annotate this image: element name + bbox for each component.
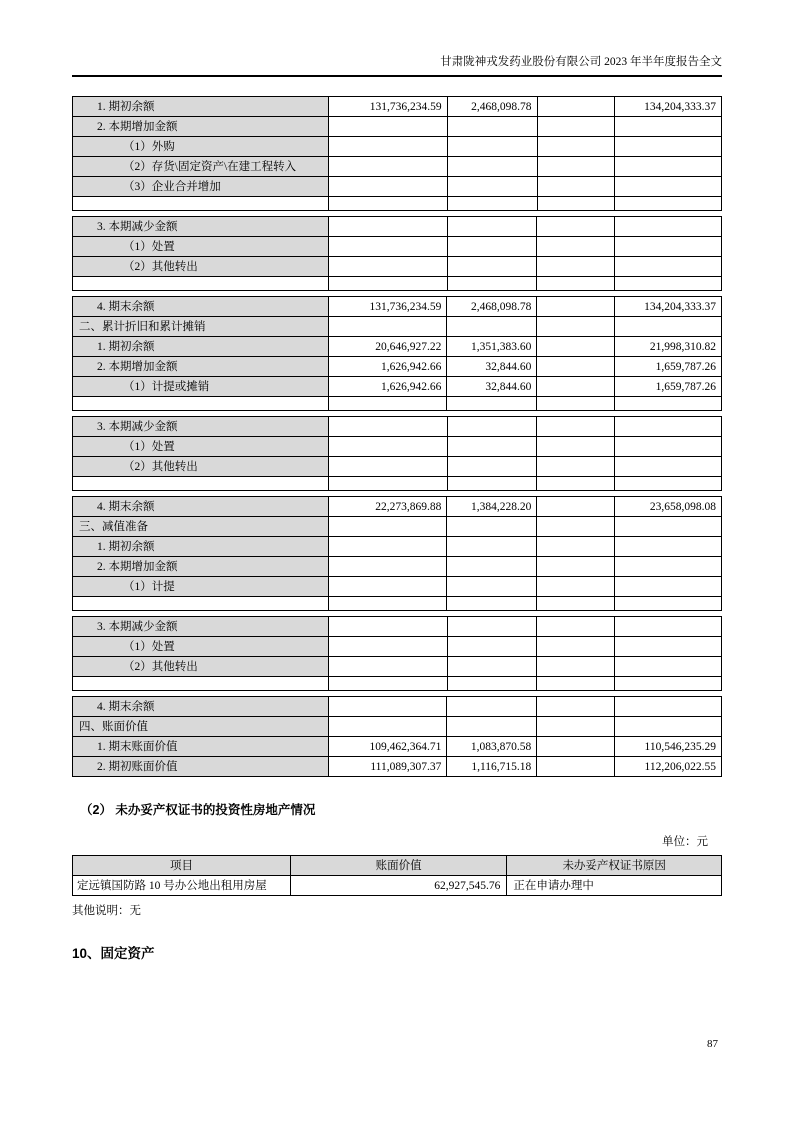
row-label: 4. 期末余额 xyxy=(73,697,329,717)
cell-value xyxy=(537,737,615,757)
column-header: 账面价值 xyxy=(290,856,506,876)
cell-value xyxy=(328,137,447,157)
table-row xyxy=(73,217,722,237)
cell-value xyxy=(328,617,447,637)
cell-value xyxy=(447,537,537,557)
table-row xyxy=(73,537,722,557)
cell-value xyxy=(447,457,537,477)
cell-value xyxy=(447,417,537,437)
empty-cell xyxy=(615,677,722,691)
cell-value: 112,206,022.55 xyxy=(615,757,722,777)
page-content xyxy=(72,0,722,963)
cell-value xyxy=(537,577,615,597)
table-row xyxy=(73,317,722,337)
cell-value xyxy=(615,557,722,577)
row-label: 四、账面价值 xyxy=(73,717,329,737)
empty-cell xyxy=(73,277,329,291)
empty-cell xyxy=(328,277,447,291)
table-row xyxy=(73,697,722,717)
row-label: 2. 本期增加金额 xyxy=(73,357,329,377)
investment-table xyxy=(72,855,722,896)
investment-property-heading: （2） 未办妥产权证书的投资性房地产情况 xyxy=(80,803,316,817)
cell-value xyxy=(537,617,615,637)
table-row xyxy=(73,437,722,457)
cell-value xyxy=(447,137,537,157)
cell-value xyxy=(537,217,615,237)
empty-cell xyxy=(447,677,537,691)
table-row xyxy=(73,657,722,677)
cell-value xyxy=(537,457,615,477)
cell-value xyxy=(537,657,615,677)
movement-table-group xyxy=(72,216,722,291)
cell-value: 131,736,234.59 xyxy=(328,297,447,317)
row-label: （2）其他转出 xyxy=(73,257,329,277)
cell-value: 134,204,333.37 xyxy=(615,297,722,317)
cell-value xyxy=(328,317,447,337)
cell-value xyxy=(328,417,447,437)
row-label: （3）企业合并增加 xyxy=(73,177,329,197)
cell-value xyxy=(447,237,537,257)
cell-value xyxy=(537,97,615,117)
cell-value xyxy=(537,537,615,557)
table-row xyxy=(73,876,722,896)
table-row xyxy=(73,617,722,637)
row-label: （1）处置 xyxy=(73,637,329,657)
table-row xyxy=(73,157,722,177)
cell-value xyxy=(537,317,615,337)
cell-value xyxy=(447,617,537,637)
table-row xyxy=(73,237,722,257)
cell-value xyxy=(447,177,537,197)
cell-value xyxy=(537,497,615,517)
cell-value xyxy=(328,697,447,717)
table-row xyxy=(73,737,722,757)
row-label: 1. 期初余额 xyxy=(73,537,329,557)
spacer-row xyxy=(73,597,722,611)
cell-value xyxy=(537,517,615,537)
row-label: 1. 期末账面价值 xyxy=(73,737,329,757)
cell-value: 1,384,228.20 xyxy=(447,497,537,517)
cell-value xyxy=(447,317,537,337)
row-label: （1）计提或摊销 xyxy=(73,377,329,397)
empty-cell xyxy=(73,197,329,211)
cell-value: 32,844.60 xyxy=(447,377,537,397)
cell-value xyxy=(537,157,615,177)
cell-value xyxy=(615,117,722,137)
row-label: （2）其他转出 xyxy=(73,457,329,477)
movement-table-group xyxy=(72,696,722,777)
cell-value xyxy=(615,137,722,157)
cell-value xyxy=(328,557,447,577)
table-row xyxy=(73,637,722,657)
empty-cell xyxy=(537,677,615,691)
cell-value xyxy=(615,617,722,637)
row-label: （1）计提 xyxy=(73,577,329,597)
movement-table-group xyxy=(72,496,722,611)
cell-value xyxy=(615,177,722,197)
cell-value xyxy=(447,437,537,457)
empty-cell xyxy=(328,677,447,691)
column-header: 未办妥产权证书原因 xyxy=(507,856,722,876)
header-rule xyxy=(72,75,722,77)
cell-value xyxy=(537,337,615,357)
cell-value xyxy=(537,697,615,717)
table-row xyxy=(73,417,722,437)
cell-value xyxy=(447,657,537,677)
empty-cell xyxy=(615,197,722,211)
row-label: 2. 本期增加金额 xyxy=(73,557,329,577)
cell-value xyxy=(328,537,447,557)
table-row xyxy=(73,457,722,477)
cell-value xyxy=(537,257,615,277)
cell-value xyxy=(447,117,537,137)
row-label: （2）存货\固定资产\在建工程转入 xyxy=(73,157,329,177)
movement-table-group xyxy=(72,616,722,691)
spacer-row xyxy=(73,197,722,211)
cell-value xyxy=(615,637,722,657)
cell-value xyxy=(537,237,615,257)
cell-value xyxy=(537,297,615,317)
cell-value xyxy=(615,697,722,717)
spacer-row xyxy=(73,677,722,691)
empty-cell xyxy=(537,477,615,491)
empty-cell xyxy=(615,397,722,411)
row-label: 3. 本期减少金额 xyxy=(73,217,329,237)
table-row xyxy=(73,377,722,397)
cell-value: 1,626,942.66 xyxy=(328,377,447,397)
cell-value: 131,736,234.59 xyxy=(328,97,447,117)
spacer-row xyxy=(73,477,722,491)
cell-value xyxy=(615,217,722,237)
cell-value: 20,646,927.22 xyxy=(328,337,447,357)
cell-value xyxy=(447,717,537,737)
table-row xyxy=(73,117,722,137)
cell-value xyxy=(328,657,447,677)
cell-value xyxy=(615,657,722,677)
empty-cell xyxy=(537,597,615,611)
fixed-assets-heading: 10、固定资产 xyxy=(72,946,155,961)
empty-cell xyxy=(615,597,722,611)
other-note: 其他说明：无 xyxy=(72,905,141,917)
table-row xyxy=(73,717,722,737)
cell-value xyxy=(447,517,537,537)
cell-value xyxy=(328,457,447,477)
table-row xyxy=(73,337,722,357)
cell-value xyxy=(537,757,615,777)
cell-value: 23,658,098.08 xyxy=(615,497,722,517)
row-label: 三、减值准备 xyxy=(73,517,329,537)
empty-cell xyxy=(328,597,447,611)
empty-cell xyxy=(73,477,329,491)
unit-label: 单位：元 xyxy=(662,836,708,848)
cell-value xyxy=(328,717,447,737)
cell-value xyxy=(615,517,722,537)
cell-value xyxy=(328,157,447,177)
cell-value xyxy=(328,237,447,257)
cell-value xyxy=(537,177,615,197)
cell-value xyxy=(615,237,722,257)
row-label: （1）处置 xyxy=(73,437,329,457)
cell-value: 1,626,942.66 xyxy=(328,357,447,377)
cell-value: 定远镇国防路 10 号办公地出租用房屋 xyxy=(73,876,291,896)
empty-cell xyxy=(447,397,537,411)
cell-value xyxy=(615,257,722,277)
cell-value xyxy=(537,557,615,577)
cell-value xyxy=(447,697,537,717)
empty-cell xyxy=(328,397,447,411)
empty-cell xyxy=(73,677,329,691)
cell-value xyxy=(537,357,615,377)
cell-value xyxy=(615,317,722,337)
cell-value xyxy=(537,717,615,737)
empty-cell xyxy=(537,197,615,211)
cell-value: 62,927,545.76 xyxy=(290,876,506,896)
cell-value: 134,204,333.37 xyxy=(615,97,722,117)
cell-value: 1,659,787.26 xyxy=(615,357,722,377)
cell-value: 2,468,098.78 xyxy=(447,297,537,317)
empty-cell xyxy=(537,277,615,291)
cell-value xyxy=(328,437,447,457)
row-label: （2）其他转出 xyxy=(73,657,329,677)
empty-cell xyxy=(447,277,537,291)
cell-value xyxy=(537,637,615,657)
cell-value xyxy=(615,457,722,477)
cell-value xyxy=(615,157,722,177)
table-row xyxy=(73,497,722,517)
row-label: 4. 期末余额 xyxy=(73,497,329,517)
row-label: 2. 本期增加金额 xyxy=(73,117,329,137)
cell-value xyxy=(328,517,447,537)
empty-cell xyxy=(615,277,722,291)
cell-value: 1,659,787.26 xyxy=(615,377,722,397)
cell-value xyxy=(447,257,537,277)
column-header: 项目 xyxy=(73,856,291,876)
table-row xyxy=(73,257,722,277)
cell-value xyxy=(537,417,615,437)
cell-value xyxy=(447,217,537,237)
cell-value xyxy=(537,437,615,457)
cell-value: 32,844.60 xyxy=(447,357,537,377)
page-header-title: 甘肃陇神戎发药业股份有限公司 2023 年半年度报告全文 xyxy=(440,56,722,68)
cell-value xyxy=(615,537,722,557)
cell-value xyxy=(537,377,615,397)
spacer-row xyxy=(73,397,722,411)
cell-value: 109,462,364.71 xyxy=(328,737,447,757)
cell-value xyxy=(447,637,537,657)
movement-table-group xyxy=(72,416,722,491)
cell-value: 1,083,870.58 xyxy=(447,737,537,757)
row-label: 3. 本期减少金额 xyxy=(73,417,329,437)
cell-value xyxy=(537,117,615,137)
cell-value xyxy=(328,257,447,277)
table-row xyxy=(73,297,722,317)
row-label: 3. 本期减少金额 xyxy=(73,617,329,637)
table-row xyxy=(73,177,722,197)
cell-value: 110,546,235.29 xyxy=(615,737,722,757)
row-label: 1. 期初余额 xyxy=(73,337,329,357)
table-row xyxy=(73,97,722,117)
cell-value: 2,468,098.78 xyxy=(447,97,537,117)
cell-value xyxy=(328,177,447,197)
cell-value: 正在申请办理中 xyxy=(507,876,722,896)
cell-value xyxy=(328,217,447,237)
empty-cell xyxy=(447,477,537,491)
table-row xyxy=(73,557,722,577)
empty-cell xyxy=(447,197,537,211)
cell-value: 22,273,869.88 xyxy=(328,497,447,517)
table-row xyxy=(73,137,722,157)
cell-value xyxy=(615,417,722,437)
row-label: （1）处置 xyxy=(73,237,329,257)
row-label: 二、累计折旧和累计摊销 xyxy=(73,317,329,337)
cell-value: 111,089,307.37 xyxy=(328,757,447,777)
table-row xyxy=(73,357,722,377)
movement-table xyxy=(72,96,722,777)
empty-cell xyxy=(73,397,329,411)
row-label: 1. 期初余额 xyxy=(73,97,329,117)
empty-cell xyxy=(615,477,722,491)
investment-property-table xyxy=(72,855,722,896)
movement-table-group xyxy=(72,96,722,211)
empty-cell xyxy=(328,477,447,491)
cell-value xyxy=(447,557,537,577)
cell-value xyxy=(328,117,447,137)
movement-table-group xyxy=(72,296,722,411)
empty-cell xyxy=(73,597,329,611)
table-row xyxy=(73,577,722,597)
empty-cell xyxy=(328,197,447,211)
row-label: 2. 期初账面价值 xyxy=(73,757,329,777)
cell-value: 1,116,715.18 xyxy=(447,757,537,777)
row-label: （1）外购 xyxy=(73,137,329,157)
row-label: 4. 期末余额 xyxy=(73,297,329,317)
cell-value xyxy=(328,577,447,597)
cell-value: 21,998,310.82 xyxy=(615,337,722,357)
empty-cell xyxy=(537,397,615,411)
cell-value xyxy=(447,577,537,597)
page-number: 87 xyxy=(707,1038,718,1050)
table-row xyxy=(73,517,722,537)
cell-value xyxy=(328,637,447,657)
header-row xyxy=(73,856,722,876)
cell-value xyxy=(537,137,615,157)
cell-value xyxy=(447,157,537,177)
empty-cell xyxy=(447,597,537,611)
cell-value xyxy=(615,577,722,597)
table-row xyxy=(73,757,722,777)
spacer-row xyxy=(73,277,722,291)
cell-value: 1,351,383.60 xyxy=(447,337,537,357)
cell-value xyxy=(615,717,722,737)
cell-value xyxy=(615,437,722,457)
